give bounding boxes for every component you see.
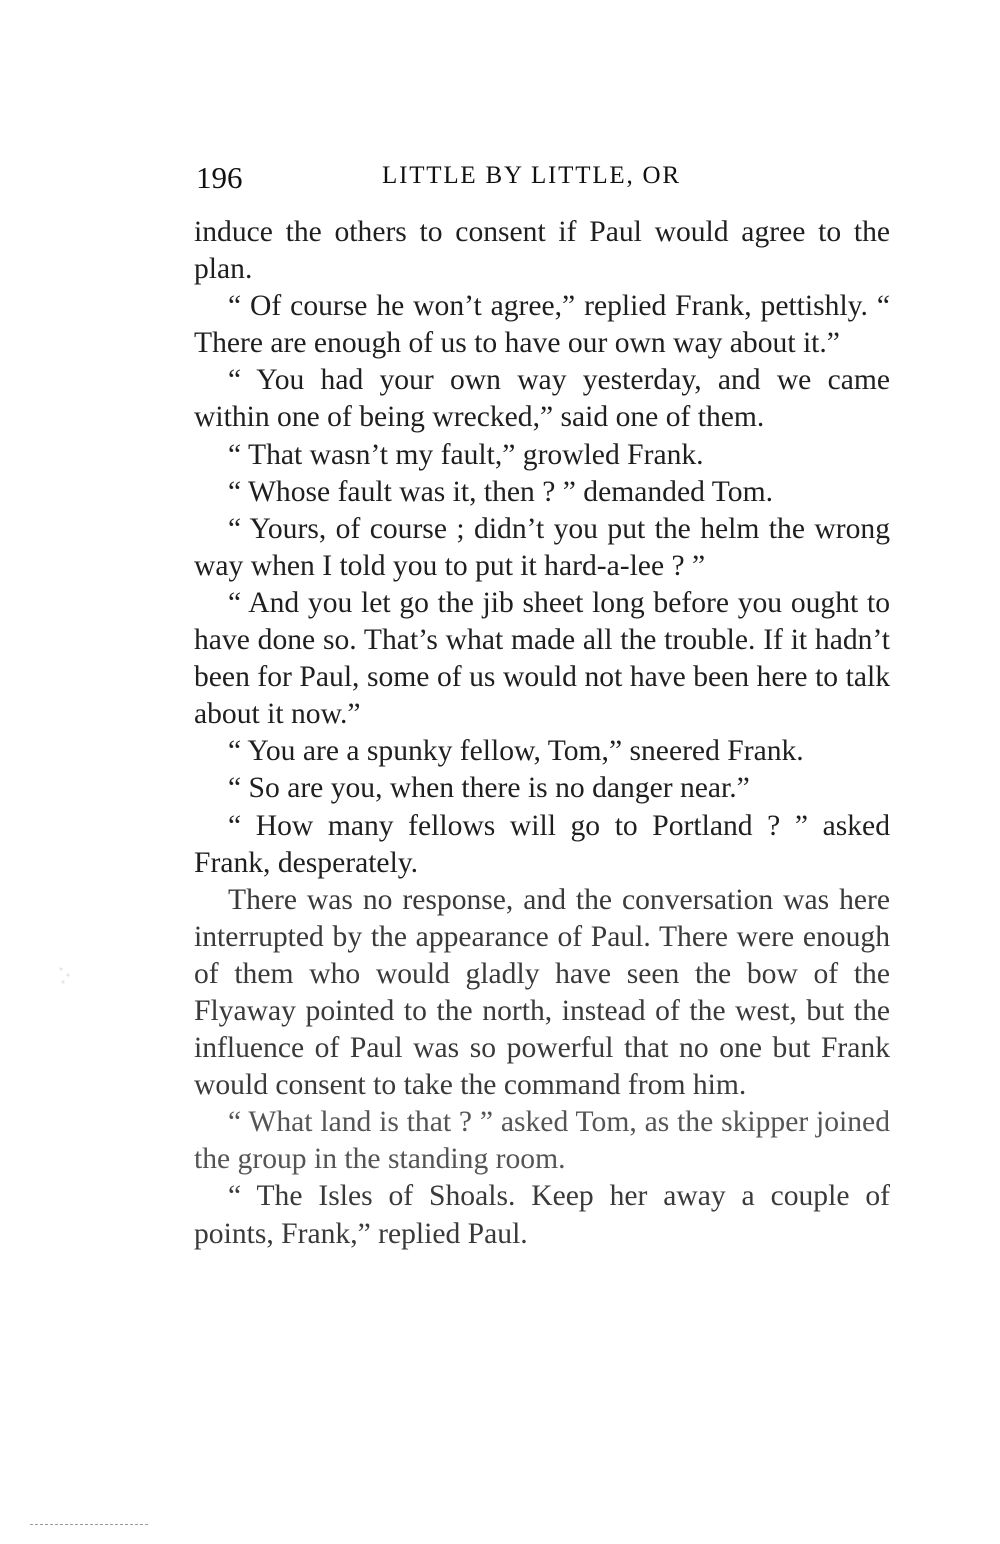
paragraph: “ You are a spunky fellow, Tom,” sneered Frank.	[228, 735, 804, 768]
scan-edge-rule	[30, 1524, 148, 1525]
paragraph: “ Yours, of course ; didn’t you put the helm the wrong way when I told you to put it hard-a-lee ? ”	[194, 512, 890, 582]
paragraph: There was no response, and the conversation was here interrupted by the appearance of Paul. There were enough of them who would gladly have seen the bow of the Flyaway pointed to the north, instead of the west, but the influence of Paul was so powerful that no one but Frank would consent to take the command from him.	[194, 883, 890, 1102]
paragraph: “ What land is that ? ” asked Tom, as the skipper joined the group in the standing room.	[194, 1106, 890, 1176]
paragraph: “ The Isles of Shoals. Keep her away a couple of points, Frank,” replied Paul.	[194, 1180, 890, 1250]
paragraph-continuation: induce the others to consent if Paul would agree to the plan.	[194, 216, 890, 286]
paragraph: “ Of course he won’t agree,” replied Frank, pettishly. “ There are enough of us to have our own way about it.”	[194, 290, 890, 360]
paragraph: “ And you let go the jib sheet long before you ought to have done so. That’s what made all the trouble. If it hadn’t been for Paul, some of us would not have been here to talk about it now.”	[194, 586, 890, 731]
paragraph: “ So are you, when there is no danger near.”	[228, 772, 750, 805]
margin-speck	[58, 966, 72, 988]
paragraph: “ You had your own way yesterday, and we came within one of being wrecked,” said one of them.	[194, 364, 890, 434]
page-number: 196	[196, 160, 243, 195]
running-title: LITTLE BY LITTLE, OR	[382, 162, 681, 189]
paragraph: “ That wasn’t my fault,” growled Frank.	[228, 438, 704, 471]
paragraph: “ How many fellows will go to Portland ? ” asked Frank, desperately.	[194, 809, 890, 879]
paragraph: “ Whose fault was it, then ? ” demanded Tom.	[228, 475, 773, 508]
body-text	[194, 214, 890, 1253]
page-header	[196, 160, 700, 196]
